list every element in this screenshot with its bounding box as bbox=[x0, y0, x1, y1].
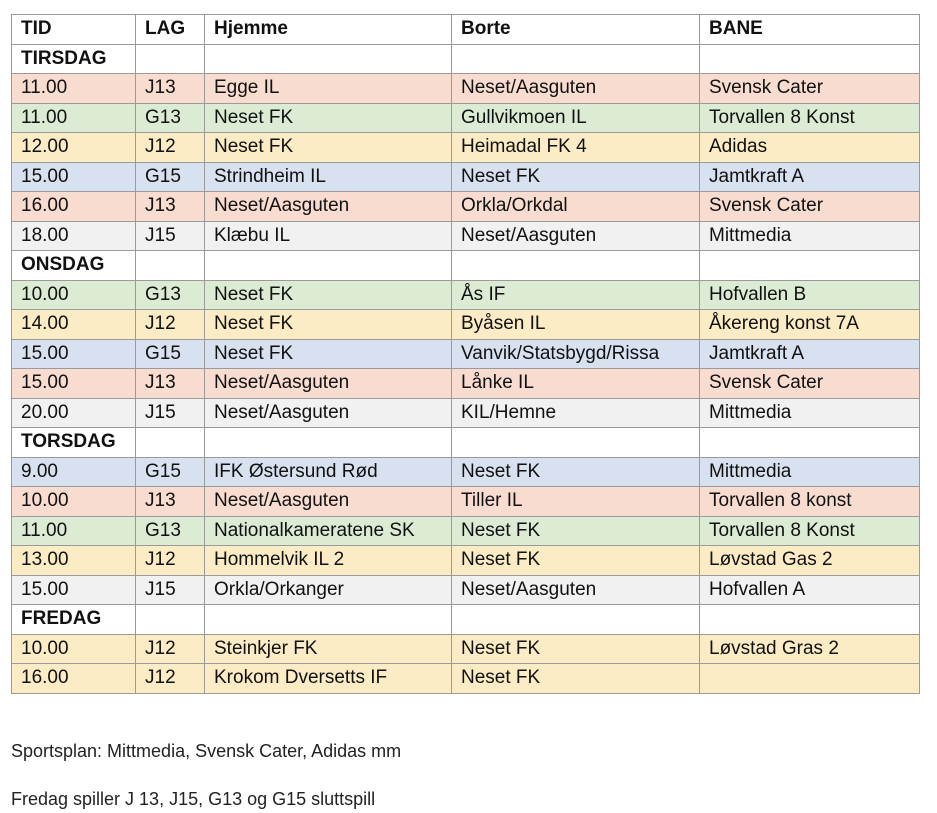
match-schedule-table bbox=[11, 14, 920, 694]
empty-cell bbox=[136, 605, 205, 635]
empty-cell bbox=[452, 251, 700, 281]
home-team-cell: Krokom Dversetts IF bbox=[205, 664, 452, 694]
match-row bbox=[12, 74, 920, 104]
time-cell: 16.00 bbox=[12, 192, 136, 222]
match-row bbox=[12, 103, 920, 133]
away-team-cell: Tiller IL bbox=[452, 487, 700, 517]
empty-cell bbox=[452, 428, 700, 458]
home-team-cell: Neset/Aasguten bbox=[205, 398, 452, 428]
match-row bbox=[12, 664, 920, 694]
team-cell: J13 bbox=[136, 74, 205, 104]
home-team-cell: Steinkjer FK bbox=[205, 634, 452, 664]
time-cell: 15.00 bbox=[12, 369, 136, 399]
team-cell: J12 bbox=[136, 664, 205, 694]
home-team-cell: Nationalkameratene SK bbox=[205, 516, 452, 546]
away-team-cell: Heimadal FK 4 bbox=[452, 133, 700, 163]
team-cell: G15 bbox=[136, 162, 205, 192]
away-team-cell: Neset/Aasguten bbox=[452, 74, 700, 104]
empty-cell bbox=[700, 251, 920, 281]
team-cell: J13 bbox=[136, 369, 205, 399]
empty-cell bbox=[700, 428, 920, 458]
day-label: TORSDAG bbox=[12, 428, 136, 458]
header-hjemme: Hjemme bbox=[205, 15, 452, 45]
venue-cell: Adidas bbox=[700, 133, 920, 163]
match-row bbox=[12, 221, 920, 251]
empty-cell bbox=[205, 44, 452, 74]
time-cell: 15.00 bbox=[12, 575, 136, 605]
time-cell: 11.00 bbox=[12, 516, 136, 546]
venue-cell: Mittmedia bbox=[700, 221, 920, 251]
home-team-cell: Neset FK bbox=[205, 280, 452, 310]
away-team-cell: Neset/Aasguten bbox=[452, 575, 700, 605]
home-team-cell: Strindheim IL bbox=[205, 162, 452, 192]
away-team-cell: Vanvik/Statsbygd/Rissa bbox=[452, 339, 700, 369]
team-cell: J13 bbox=[136, 192, 205, 222]
venue-cell bbox=[700, 664, 920, 694]
team-cell: G13 bbox=[136, 280, 205, 310]
header-lag: LAG bbox=[136, 15, 205, 45]
team-cell: J12 bbox=[136, 634, 205, 664]
day-label: ONSDAG bbox=[12, 251, 136, 281]
empty-cell bbox=[452, 605, 700, 635]
venue-cell: Løvstad Gras 2 bbox=[700, 634, 920, 664]
day-row bbox=[12, 44, 920, 74]
venue-cell: Jamtkraft A bbox=[700, 339, 920, 369]
empty-cell bbox=[136, 251, 205, 281]
time-cell: 12.00 bbox=[12, 133, 136, 163]
home-team-cell: Neset FK bbox=[205, 133, 452, 163]
venue-cell: Svensk Cater bbox=[700, 74, 920, 104]
time-cell: 10.00 bbox=[12, 280, 136, 310]
day-label: FREDAG bbox=[12, 605, 136, 635]
empty-cell bbox=[700, 605, 920, 635]
venue-cell: Svensk Cater bbox=[700, 369, 920, 399]
away-team-cell: KIL/Hemne bbox=[452, 398, 700, 428]
table-header bbox=[12, 15, 920, 45]
header-borte: Borte bbox=[452, 15, 700, 45]
time-cell: 20.00 bbox=[12, 398, 136, 428]
time-cell: 13.00 bbox=[12, 546, 136, 576]
match-row bbox=[12, 634, 920, 664]
time-cell: 10.00 bbox=[12, 634, 136, 664]
venue-cell: Torvallen 8 konst bbox=[700, 487, 920, 517]
venue-cell: Torvallen 8 Konst bbox=[700, 103, 920, 133]
venue-cell: Mittmedia bbox=[700, 457, 920, 487]
team-cell: J12 bbox=[136, 546, 205, 576]
team-cell: G15 bbox=[136, 457, 205, 487]
away-team-cell: Gullvikmoen IL bbox=[452, 103, 700, 133]
header-tid: TID bbox=[12, 15, 136, 45]
home-team-cell: Orkla/Orkanger bbox=[205, 575, 452, 605]
empty-cell bbox=[205, 428, 452, 458]
home-team-cell: Neset/Aasguten bbox=[205, 487, 452, 517]
venue-cell: Hofvallen B bbox=[700, 280, 920, 310]
team-cell: J15 bbox=[136, 398, 205, 428]
match-row bbox=[12, 516, 920, 546]
away-team-cell: Neset FK bbox=[452, 634, 700, 664]
note-fredag: Fredag spiller J 13, J15, G13 og G15 sluttspill bbox=[11, 789, 376, 809]
home-team-cell: Neset/Aasguten bbox=[205, 369, 452, 399]
team-cell: J12 bbox=[136, 133, 205, 163]
team-cell: J15 bbox=[136, 575, 205, 605]
home-team-cell: Neset FK bbox=[205, 103, 452, 133]
match-row bbox=[12, 369, 920, 399]
team-cell: G13 bbox=[136, 516, 205, 546]
away-team-cell: Orkla/Orkdal bbox=[452, 192, 700, 222]
day-row bbox=[12, 605, 920, 635]
match-row bbox=[12, 457, 920, 487]
team-cell: J15 bbox=[136, 221, 205, 251]
match-row bbox=[12, 398, 920, 428]
empty-cell bbox=[205, 605, 452, 635]
away-team-cell: Neset FK bbox=[452, 457, 700, 487]
time-cell: 9.00 bbox=[12, 457, 136, 487]
home-team-cell: Egge IL bbox=[205, 74, 452, 104]
venue-cell: Løvstad Gas 2 bbox=[700, 546, 920, 576]
day-label: TIRSDAG bbox=[12, 44, 136, 74]
note-sportsplan: Sportsplan: Mittmedia, Svensk Cater, Adidas mm bbox=[11, 741, 402, 761]
match-row bbox=[12, 487, 920, 517]
empty-cell bbox=[136, 428, 205, 458]
venue-cell: Torvallen 8 Konst bbox=[700, 516, 920, 546]
empty-cell bbox=[452, 44, 700, 74]
venue-cell: Svensk Cater bbox=[700, 192, 920, 222]
home-team-cell: Klæbu IL bbox=[205, 221, 452, 251]
time-cell: 11.00 bbox=[12, 103, 136, 133]
time-cell: 15.00 bbox=[12, 162, 136, 192]
away-team-cell: Neset FK bbox=[452, 664, 700, 694]
match-row bbox=[12, 133, 920, 163]
match-row bbox=[12, 575, 920, 605]
match-row bbox=[12, 162, 920, 192]
team-cell: G15 bbox=[136, 339, 205, 369]
home-team-cell: Neset FK bbox=[205, 339, 452, 369]
home-team-cell: Hommelvik IL 2 bbox=[205, 546, 452, 576]
match-row bbox=[12, 339, 920, 369]
day-row bbox=[12, 251, 920, 281]
header-row bbox=[12, 15, 920, 45]
table-body bbox=[12, 44, 920, 693]
time-cell: 18.00 bbox=[12, 221, 136, 251]
header-bane: BANE bbox=[700, 15, 920, 45]
team-cell: J12 bbox=[136, 310, 205, 340]
empty-cell bbox=[205, 251, 452, 281]
venue-cell: Åkereng konst 7A bbox=[700, 310, 920, 340]
empty-cell bbox=[136, 44, 205, 74]
empty-cell bbox=[700, 44, 920, 74]
home-team-cell: Neset FK bbox=[205, 310, 452, 340]
venue-cell: Mittmedia bbox=[700, 398, 920, 428]
match-row bbox=[12, 310, 920, 340]
match-row bbox=[12, 546, 920, 576]
home-team-cell: IFK Østersund Rød bbox=[205, 457, 452, 487]
time-cell: 15.00 bbox=[12, 339, 136, 369]
away-team-cell: Byåsen IL bbox=[452, 310, 700, 340]
home-team-cell: Neset/Aasguten bbox=[205, 192, 452, 222]
team-cell: G13 bbox=[136, 103, 205, 133]
time-cell: 11.00 bbox=[12, 74, 136, 104]
away-team-cell: Neset FK bbox=[452, 516, 700, 546]
away-team-cell: Neset FK bbox=[452, 162, 700, 192]
match-row bbox=[12, 280, 920, 310]
venue-cell: Jamtkraft A bbox=[700, 162, 920, 192]
time-cell: 14.00 bbox=[12, 310, 136, 340]
away-team-cell: Neset FK bbox=[452, 546, 700, 576]
time-cell: 10.00 bbox=[12, 487, 136, 517]
team-cell: J13 bbox=[136, 487, 205, 517]
day-row bbox=[12, 428, 920, 458]
away-team-cell: Ås IF bbox=[452, 280, 700, 310]
match-row bbox=[12, 192, 920, 222]
away-team-cell: Neset/Aasguten bbox=[452, 221, 700, 251]
time-cell: 16.00 bbox=[12, 664, 136, 694]
away-team-cell: Lånke IL bbox=[452, 369, 700, 399]
venue-cell: Hofvallen A bbox=[700, 575, 920, 605]
